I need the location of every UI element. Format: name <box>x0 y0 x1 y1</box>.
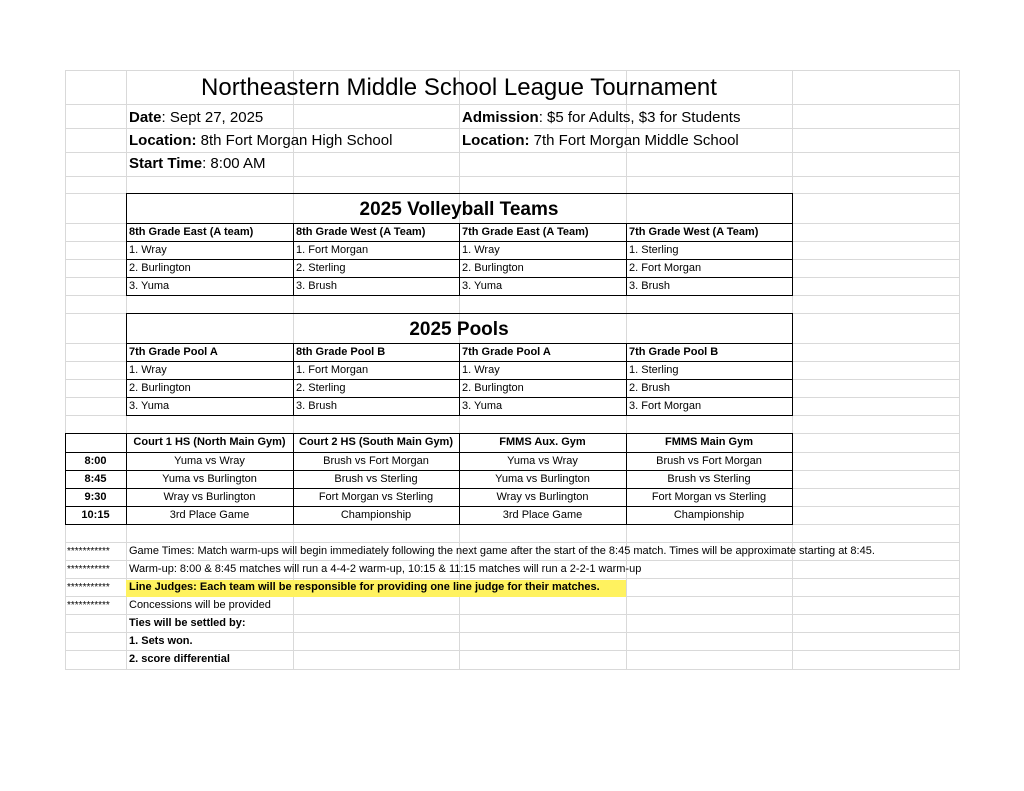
date-value: : Sept 27, 2025 <box>161 109 264 126</box>
game-cell: Championship <box>340 509 412 521</box>
date-label: Date <box>129 109 162 126</box>
border-line <box>65 488 793 489</box>
time-slot: 9:30 <box>84 491 107 503</box>
border-line <box>626 223 627 295</box>
border-line <box>126 415 793 416</box>
gridline <box>65 650 960 651</box>
border-line <box>792 193 793 295</box>
location-8th-value: 8th Fort Morgan High School <box>196 132 393 149</box>
gridline <box>65 70 960 71</box>
time-slot: 8:00 <box>84 455 107 467</box>
table-cell: 1. Sterling <box>629 364 679 376</box>
note-warmup: Warm-up: 8:00 & 8:45 matches will run a 4-4-2 warm-up, 10:15 & 11:15 matches will run a 2-2-1 warm-up <box>129 563 642 575</box>
table-cell: 1. Sterling <box>629 244 679 256</box>
note-marker: *********** <box>67 600 110 611</box>
table-cell: 1. Wray <box>462 364 500 376</box>
gridline <box>65 578 960 579</box>
column-header: 8th Grade West (A Team) <box>296 226 426 238</box>
table-cell: 3. Brush <box>296 400 337 412</box>
ties-rule-2: 2. score differential <box>129 653 230 665</box>
note-marker: *********** <box>67 564 110 575</box>
border-line <box>459 343 460 415</box>
note-marker: *********** <box>67 582 110 593</box>
start-time-label: Start Time <box>129 155 203 172</box>
game-cell: Yuma vs Wray <box>507 455 578 467</box>
table-cell: 2. Sterling <box>296 382 346 394</box>
table-cell: 2. Brush <box>629 382 670 394</box>
game-cell: Brush vs Fort Morgan <box>323 455 429 467</box>
border-line <box>626 343 627 415</box>
gridline <box>65 632 960 633</box>
border-line <box>65 433 793 434</box>
gridline <box>65 614 960 615</box>
gridline <box>65 128 960 129</box>
note-line-judges: Line Judges: Each team will be responsible for providing one line judge for their matches. <box>129 581 600 593</box>
time-slot: 10:15 <box>81 509 110 521</box>
pools-title: 2025 Pools <box>409 319 509 340</box>
table-cell: 3. Brush <box>296 280 337 292</box>
ties-rule-1: 1. Sets won. <box>129 635 193 647</box>
table-cell: 3. Yuma <box>129 280 170 292</box>
court-header: Court 1 HS (North Main Gym) <box>133 436 286 448</box>
table-cell: 3. Yuma <box>129 400 170 412</box>
border-line <box>293 343 294 415</box>
column-header: 8th Grade Pool B <box>296 346 386 358</box>
game-cell: Championship <box>673 509 745 521</box>
game-cell: Yuma vs Burlington <box>495 473 590 485</box>
table-cell: 1. Fort Morgan <box>296 364 369 376</box>
game-cell: 3rd Place Game <box>169 509 250 521</box>
game-cell: Fort Morgan vs Sterling <box>318 491 434 503</box>
location-8th-label: Location: <box>129 132 197 149</box>
start-time-value: : 8:00 AM <box>202 155 266 172</box>
table-cell: 1. Wray <box>462 244 500 256</box>
court-header: Court 2 HS (South Main Gym) <box>299 436 453 448</box>
date-line <box>129 110 263 125</box>
game-cell: Yuma vs Wray <box>174 455 245 467</box>
gridline <box>959 70 960 669</box>
game-cell: 3rd Place Game <box>502 509 583 521</box>
court-header: FMMS Aux. Gym <box>499 436 586 448</box>
border-line <box>65 524 793 525</box>
column-header: 7th Grade Pool B <box>629 346 719 358</box>
location-7th-value: 7th Fort Morgan Middle School <box>529 132 739 149</box>
border-line <box>792 313 793 415</box>
game-cell: Wray vs Burlington <box>496 491 589 503</box>
table-cell: 2. Fort Morgan <box>629 262 702 274</box>
table-cell: 2. Burlington <box>462 262 524 274</box>
gridline <box>65 104 960 105</box>
admission-label: Admission <box>462 109 539 126</box>
border-line <box>126 193 793 194</box>
table-cell: 3. Yuma <box>462 280 503 292</box>
border-line <box>65 452 793 453</box>
table-cell: 3. Yuma <box>462 400 503 412</box>
table-cell: 1. Fort Morgan <box>296 244 369 256</box>
game-cell: Brush vs Sterling <box>667 473 751 485</box>
gridline <box>65 669 960 670</box>
game-cell: Yuma vs Burlington <box>162 473 257 485</box>
gridline <box>65 176 960 177</box>
game-cell: Brush vs Fort Morgan <box>656 455 762 467</box>
location-7th-label: Location: <box>462 132 530 149</box>
teams-title: 2025 Volleyball Teams <box>359 199 559 220</box>
admission-line <box>462 110 740 125</box>
border-line <box>65 470 793 471</box>
column-header: 7th Grade Pool A <box>129 346 218 358</box>
gridline <box>65 560 960 561</box>
game-cell: Wray vs Burlington <box>163 491 256 503</box>
table-cell: 1. Wray <box>129 364 167 376</box>
border-line <box>126 295 793 296</box>
location-8th-line <box>129 133 392 148</box>
ties-title: Ties will be settled by: <box>129 617 246 629</box>
border-line <box>459 223 460 295</box>
table-cell: 2. Burlington <box>129 382 191 394</box>
note-concessions: Concessions will be provided <box>129 599 271 611</box>
gridline <box>65 542 960 543</box>
table-cell: 2. Sterling <box>296 262 346 274</box>
column-header: 7th Grade West (A Team) <box>629 226 759 238</box>
table-cell: 2. Burlington <box>129 262 191 274</box>
game-cell: Brush vs Sterling <box>334 473 418 485</box>
start-time-line <box>129 156 265 171</box>
gridline <box>65 70 66 669</box>
note-game-times: Game Times: Match warm-ups will begin immediately following the next game after the start of the 8:45 match. Times will be approximate starting at 8:45. <box>129 545 875 557</box>
page-title: Northeastern Middle School League Tournament <box>201 74 717 101</box>
time-slot: 8:45 <box>84 473 107 485</box>
border-line <box>293 223 294 295</box>
table-cell: 2. Burlington <box>462 382 524 394</box>
table-cell: 3. Fort Morgan <box>629 400 702 412</box>
game-cell: Fort Morgan vs Sterling <box>651 491 767 503</box>
admission-value: : $5 for Adults, $3 for Students <box>538 109 741 126</box>
table-cell: 3. Brush <box>629 280 670 292</box>
column-header: 8th Grade East (A team) <box>129 226 254 238</box>
table-cell: 1. Wray <box>129 244 167 256</box>
border-line <box>65 506 793 507</box>
border-line <box>792 433 793 524</box>
court-header: FMMS Main Gym <box>664 436 753 448</box>
gridline <box>65 152 960 153</box>
border-line <box>126 313 793 314</box>
column-header: 7th Grade Pool A <box>462 346 551 358</box>
note-marker: *********** <box>67 546 110 557</box>
column-header: 7th Grade East (A Team) <box>462 226 589 238</box>
location-7th-line <box>462 133 739 148</box>
